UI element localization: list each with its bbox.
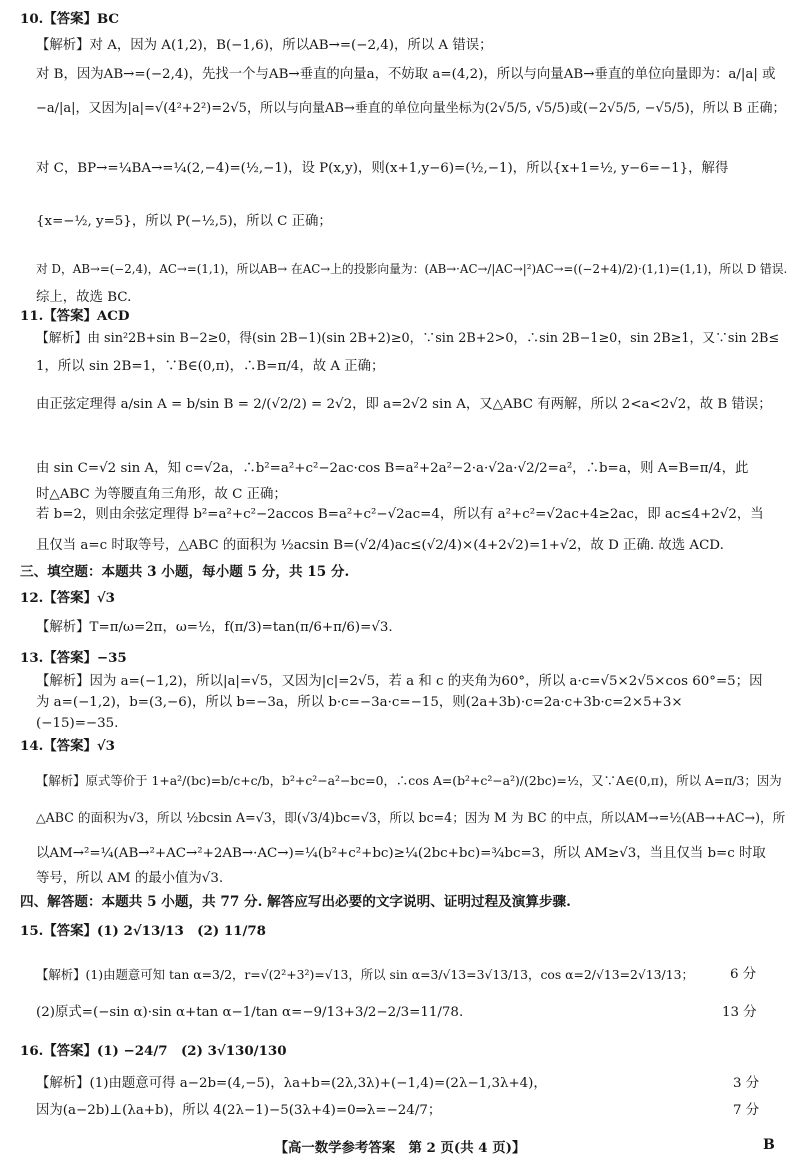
q13-explanation-line: (−15)=−35. [36, 716, 119, 731]
section-heading-problems: 四、解答题：本题共 5 小题，共 77 分. 解答应写出必要的文字说明、证明过程及演算步骤. [20, 894, 571, 910]
q10-explanation-line: 【解析】对 A，因为 A(1,2)，B(−1,6)，所以AB→=(−2,4)，所以 A 错误； [36, 38, 493, 53]
q11-explanation-line: 由 sin C=√2 sin A，知 c=√2a，∴b²=a²+c²−2ac·cos B=a²+2a²−2·a·√2a·√2/2=a²，∴b=a，则 A=B=π/4，此 [36, 461, 749, 476]
version-mark: B [763, 1137, 775, 1153]
q15-explanation-line: 【解析】(1)由题意可知 tan α=3/2，r=√(2²+3²)=√13，所以 sin α=3/√13=3√13/13，cos α=2/√13=2√13/13； [36, 967, 694, 982]
q14-explanation-line: △ABC 的面积为√3，所以 ½bcsin A=√3，即(√3/4)bc=√3，所以 bc=4；因为 M 为 BC 的中点，所以AM→=½(AB→+AC→)，所 [36, 810, 786, 825]
q16-explanation-line: 【解析】(1)由题意可得 a−2b=(4,−5)，λa+b=(2λ,3λ)+(−1,4)=(2λ−1,3λ+4)， [36, 1076, 547, 1091]
q10-explanation-line: 对 C，BP→=¼BA→=¼(2,−4)=(½,−1)，设 P(x,y)，则(x+1,y−6)=(½,−1)，所以{x+1=½, y−6=−1}，解得 [36, 161, 729, 176]
page-footer: 【高一数学参考答案 第 2 页(共 4 页)】 [274, 1140, 526, 1156]
q15-score: 6 分 [730, 967, 757, 982]
q10-explanation-line: 对 B，因为AB→=(−2,4)，先找一个与AB→垂直的向量a，不妨取 a=(4,2)，所以与向量AB→垂直的单位向量即为：a/|a| 或 [36, 67, 776, 82]
q14-answer: 14.【答案】√3 [20, 738, 115, 754]
q14-explanation-line: 以AM→²=¼(AB→²+AC→²+2AB→·AC→)=¼(b²+c²+bc)≥¼(2bc+bc)=¾bc=3，所以 AM≥√3，当且仅当 b=c 时取 [36, 846, 766, 861]
q11-explanation-line: 【解析】由 sin²2B+sin B−2≥0，得(sin 2B−1)(sin 2B+2)≥0，∵sin 2B+2>0，∴sin 2B−1≥0，sin 2B≥1，又∵sin 2B≤ [36, 331, 780, 346]
q15-explanation-line: (2)原式=(−sin α)·sin α+tan α−1/tan α=−9/13+3/2−2/3=11/78. [36, 1005, 464, 1020]
q15-score: 13 分 [722, 1005, 757, 1020]
section-heading-fill-in: 三、填空题：本题共 3 小题，每小题 5 分，共 15 分. [20, 564, 350, 580]
q13-explanation-line: 为 a=(−1,2)，b=(3,−6)，所以 b=−3a，所以 b·c=−3a·c=−15，则(2a+3b)·c=2a·c+3b·c=2×5+3× [36, 695, 683, 710]
q12-explanation-line: 【解析】T=π/ω=2π，ω=½，f(π/3)=tan(π/6+π/6)=√3. [36, 620, 393, 635]
q10-answer: 10.【答案】BC [20, 11, 120, 27]
q11-answer: 11.【答案】ACD [20, 308, 130, 324]
q16-score: 7 分 [733, 1103, 760, 1118]
q13-answer: 13.【答案】−35 [20, 650, 127, 666]
q14-explanation-line: 等号，所以 AM 的最小值为√3. [36, 871, 224, 886]
q16-answer: 16.【答案】(1) −24/7 (2) 3√130/130 [20, 1043, 287, 1059]
q10-explanation-line: −a/|a|，又因为|a|=√(4²+2²)=2√5，所以与向量AB→垂直的单位向量坐标为(2√5/5, √5/5)或(−2√5/5, −√5/5)，所以 B 正确； [36, 101, 786, 116]
q16-score: 3 分 [733, 1076, 760, 1091]
q16-explanation-line: 因为(a−2b)⊥(λa+b)，所以 4(2λ−1)−5(3λ+4)=0⇒λ=−24/7； [36, 1103, 442, 1118]
q13-explanation-line: 【解析】因为 a=(−1,2)，所以|a|=√5，又因为|c|=2√5，若 a 和 c 的夹角为60°，所以 a·c=√5×2√5×cos 60°=5；因 [36, 674, 763, 689]
q14-explanation-line: 【解析】原式等价于 1+a²/(bc)=b/c+c/b，b²+c²−a²−bc=0，∴cos A=(b²+c²−a²)/(2bc)=½，又∵A∈(0,π)，所以 A=π/3；因为 [36, 773, 782, 788]
q11-explanation-line: 1，所以 sin 2B=1，∵B∈(0,π)，∴B=π/4，故 A 正确； [36, 359, 385, 374]
q11-explanation-line: 若 b=2，则由余弦定理得 b²=a²+c²−2accos B=a²+c²−√2ac=4，所以有 a²+c²=√2ac+4≥2ac，即 ac≤4+2√2，当 [36, 507, 764, 522]
q10-explanation-line: 对 D，AB→=(−2,4)，AC→=(1,1)，所以AB→ 在AC→上的投影向量为：(AB→·AC→/|AC→|²)AC→=((−2+4)/2)·(1,1)=(1,1)，所以 D 错误. [36, 262, 788, 276]
q11-explanation-line: 由正弦定理得 a/sin A = b/sin B = 2/(√2/2) = 2√2，即 a=2√2 sin A，又△ABC 有两解，所以 2<a<2√2，故 B 错误； [36, 397, 772, 412]
q15-answer: 15.【答案】(1) 2√13/13 (2) 11/78 [20, 923, 266, 939]
q10-conclusion: 综上，故选 BC. [36, 290, 132, 305]
q11-explanation-line: 时△ABC 为等腰直角三角形，故 C 正确； [36, 487, 287, 502]
q10-explanation-line: {x=−½, y=5}，所以 P(−½,5)，所以 C 正确； [36, 214, 332, 229]
q12-answer: 12.【答案】√3 [20, 590, 115, 606]
q11-explanation-line: 且仅当 a=c 时取等号，△ABC 的面积为 ½acsin B=(√2/4)ac≤(√2/4)×(4+2√2)=1+√2，故 D 正确. 故选 ACD. [36, 538, 724, 553]
